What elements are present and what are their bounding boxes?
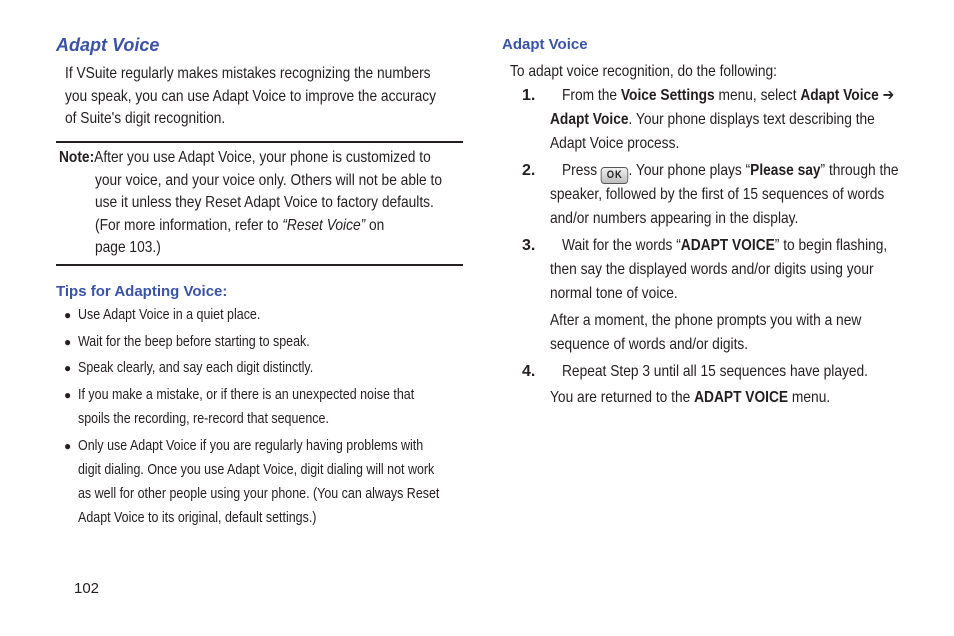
tips-list: [64, 383, 504, 431]
list-item-cont: digit dialing. Once you use Adapt Voice, digit dialing will not work: [78, 462, 435, 478]
step-4-followup: You are returned to the ADAPT VOICE menu.: [550, 389, 831, 406]
right-section-title: Adapt Voice: [502, 36, 588, 53]
bullet-icon: ●: [64, 361, 72, 375]
note-line: page 103.): [95, 239, 161, 256]
list-item-cont: spoils the recording, re-record that sequence.: [78, 411, 329, 427]
tips-list: [64, 303, 504, 327]
step-4: 4. Repeat Step 3 until all 15 sequences have played.: [522, 360, 954, 384]
step-number: 2.: [522, 162, 536, 179]
step-number: 4.: [522, 363, 536, 380]
bullet-icon: ●: [64, 439, 72, 453]
list-item: ● Speak clearly, and say each digit distinctly.: [64, 356, 504, 380]
tips-list: [64, 434, 504, 530]
note-ref-tail: on: [365, 216, 385, 234]
note-line: your voice, and your voice only. Others will not be able to: [95, 171, 442, 189]
section-title: Adapt Voice: [56, 35, 160, 55]
note-top-rule: [56, 141, 463, 143]
note-line: use it unless they Reset Adapt Voice to factory defaults.: [95, 194, 434, 211]
note-block: [59, 147, 489, 260]
bullet-icon: ●: [64, 388, 72, 402]
step-2: 2. Press OK . Your phone plays “Please say” through the speaker, followed by the first of 15 sequences of words and/or numbers appearing in the display.: [522, 159, 954, 231]
tips-heading: Tips for Adapting Voice:: [56, 283, 228, 300]
step-3: 3. Wait for the words “ADAPT VOICE” to begin flashing, then say the displayed words and/or digits using your normal tone of voice.: [522, 234, 954, 306]
list-item: ● Only use Adapt Voice if you are regularly having problems with: [64, 434, 504, 458]
bullet-icon: ●: [64, 335, 72, 349]
page-number: 102: [74, 580, 100, 597]
right-intro: To adapt voice recognition, do the following:: [510, 63, 777, 80]
intro-line: you speak, you can use Adapt Voice to improve the accuracy: [65, 87, 436, 105]
note-line: After you use Adapt Voice, your phone is customized to: [94, 149, 431, 166]
intro-line: of Suite's digit recognition.: [65, 110, 226, 127]
list-item: ● Wait for the beep before starting to speak.: [64, 330, 504, 354]
note-bottom-rule: [56, 264, 463, 266]
step-3-followup: After a moment, the phone prompts you with a new sequence of words and/or digits.: [550, 312, 862, 353]
list-item-cont: Adapt Voice to its original, default settings.): [78, 510, 317, 526]
list-item: ● Use Adapt Voice in a quiet place.: [64, 303, 504, 327]
tips-list: [64, 330, 504, 354]
bullet-icon: ●: [64, 308, 72, 322]
step-number: 3.: [522, 237, 536, 254]
step-1: 1. From the Voice Settings menu, select Adapt Voice ➔ Adapt Voice. Your phone displays text describing the Adapt Voice process.: [522, 84, 954, 156]
note-reference-link[interactable]: “Reset Voice”: [282, 216, 366, 234]
intro-line: If VSuite regularly makes mistakes recognizing the numbers: [65, 65, 431, 82]
note-label: Note:: [59, 149, 95, 166]
list-item: ● If you make a mistake, or if there is an unexpected noise that: [64, 383, 504, 407]
list-item-cont: as well for other people using your phone. (You can always Reset: [78, 486, 440, 502]
step-number: 1.: [522, 87, 536, 104]
intro-paragraph: [65, 63, 525, 131]
note-line: (For more information, refer to: [95, 216, 283, 234]
tips-list: [64, 356, 504, 380]
ok-key-icon: OK: [601, 167, 629, 184]
arrow-icon: ➔: [878, 87, 895, 104]
